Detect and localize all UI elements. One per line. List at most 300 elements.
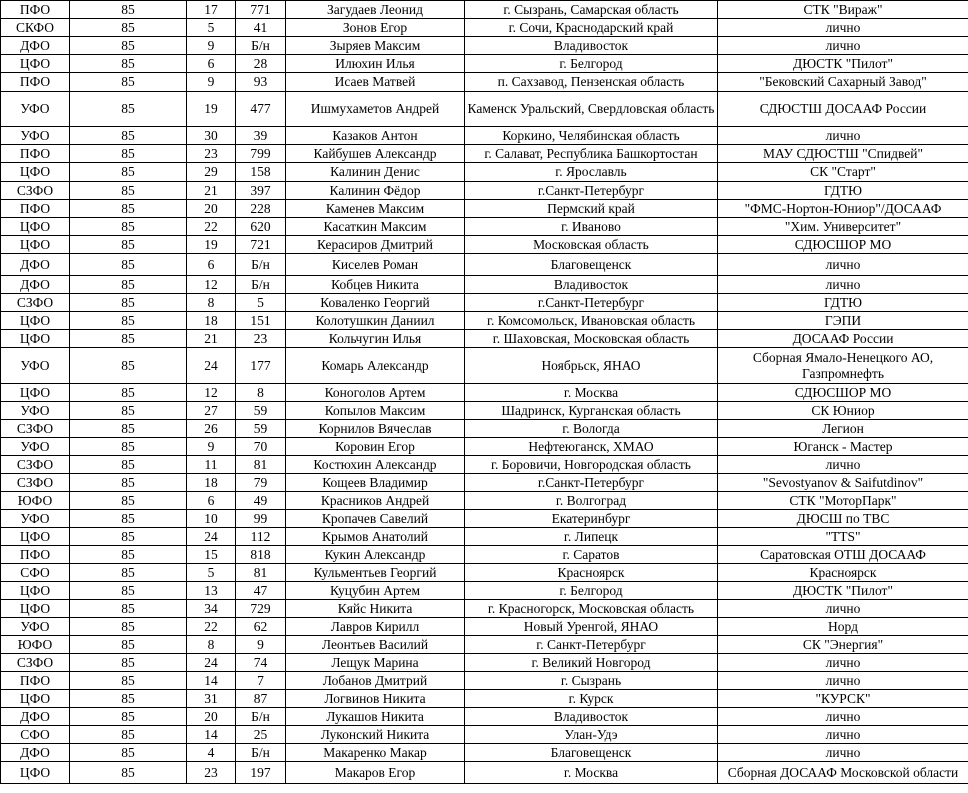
district-cell: УФО (1, 127, 70, 145)
team-cell: лично (718, 37, 968, 55)
team-cell: "TTS" (718, 528, 968, 546)
district-cell: ДФО (1, 276, 70, 294)
class-cell: 85 (70, 145, 187, 163)
number-cell: 28 (236, 55, 286, 73)
team-cell: лично (718, 672, 968, 690)
class-cell: 85 (70, 744, 187, 762)
class-cell: 85 (70, 726, 187, 744)
name-cell: Кульментьев Георгий (286, 564, 465, 582)
city-cell: г. Великий Новгород (465, 654, 718, 672)
table-row (1, 438, 968, 456)
city-cell: Благовещенск (465, 254, 718, 276)
team-cell: ДЮСТК "Пилот" (718, 55, 968, 73)
class-cell: 85 (70, 218, 187, 236)
district-cell: ПФО (1, 1, 70, 19)
team-cell: СДЮСТШ ДОСААФ России (718, 92, 968, 127)
table-row (1, 145, 968, 163)
age-cell: 21 (187, 330, 236, 348)
district-cell: УФО (1, 348, 70, 384)
table-row (1, 510, 968, 528)
district-cell: СЗФО (1, 420, 70, 438)
name-cell: Кощеев Владимир (286, 474, 465, 492)
age-cell: 5 (187, 19, 236, 37)
table-body (1, 1, 968, 784)
team-cell: Легион (718, 420, 968, 438)
class-cell: 85 (70, 600, 187, 618)
age-cell: 6 (187, 492, 236, 510)
team-cell: СТК "МоторПарк" (718, 492, 968, 510)
city-cell: Владивосток (465, 276, 718, 294)
table-row (1, 92, 968, 127)
number-cell: Б/н (236, 708, 286, 726)
number-cell: 25 (236, 726, 286, 744)
city-cell: Новый Уренгой, ЯНАО (465, 618, 718, 636)
class-cell: 85 (70, 312, 187, 330)
city-cell: г. Москва (465, 384, 718, 402)
city-cell: Улан-Удэ (465, 726, 718, 744)
table-row (1, 636, 968, 654)
name-cell: Логвинов Никита (286, 690, 465, 708)
city-cell: г. Москва (465, 762, 718, 784)
number-cell: 721 (236, 236, 286, 254)
city-cell: Екатеринбург (465, 510, 718, 528)
city-cell: Пермский край (465, 200, 718, 218)
table-row (1, 312, 968, 330)
number-cell: 771 (236, 1, 286, 19)
name-cell: Киселев Роман (286, 254, 465, 276)
district-cell: СЗФО (1, 474, 70, 492)
number-cell: 62 (236, 618, 286, 636)
age-cell: 5 (187, 564, 236, 582)
class-cell: 85 (70, 672, 187, 690)
class-cell: 85 (70, 492, 187, 510)
city-cell: г. Салават, Республика Башкортостан (465, 145, 718, 163)
table-row (1, 762, 968, 784)
district-cell: ЦФО (1, 330, 70, 348)
age-cell: 29 (187, 163, 236, 182)
number-cell: 818 (236, 546, 286, 564)
team-cell: лично (718, 127, 968, 145)
name-cell: Коваленко Георгий (286, 294, 465, 312)
district-cell: ЦФО (1, 762, 70, 784)
class-cell: 85 (70, 582, 187, 600)
class-cell: 85 (70, 294, 187, 312)
city-cell: г. Красногорск, Московская область (465, 600, 718, 618)
age-cell: 4 (187, 744, 236, 762)
class-cell: 85 (70, 474, 187, 492)
class-cell: 85 (70, 254, 187, 276)
team-cell: лично (718, 254, 968, 276)
name-cell: Зыряев Максим (286, 37, 465, 55)
table-row (1, 564, 968, 582)
age-cell: 24 (187, 654, 236, 672)
table-row (1, 330, 968, 348)
age-cell: 15 (187, 546, 236, 564)
team-cell: "Хим. Университет" (718, 218, 968, 236)
class-cell: 85 (70, 73, 187, 92)
name-cell: Лавров Кирилл (286, 618, 465, 636)
team-cell: "Sevostyanov & Saifutdinov" (718, 474, 968, 492)
team-cell: Норд (718, 618, 968, 636)
class-cell: 85 (70, 37, 187, 55)
age-cell: 23 (187, 762, 236, 784)
table-row (1, 55, 968, 73)
district-cell: ЦФО (1, 582, 70, 600)
age-cell: 6 (187, 254, 236, 276)
class-cell: 85 (70, 92, 187, 127)
city-cell: г.Санкт-Петербург (465, 474, 718, 492)
number-cell: 70 (236, 438, 286, 456)
class-cell: 85 (70, 762, 187, 784)
district-cell: ЮФО (1, 636, 70, 654)
number-cell: 41 (236, 19, 286, 37)
city-cell: г. Курск (465, 690, 718, 708)
district-cell: ЦФО (1, 312, 70, 330)
number-cell: Б/н (236, 744, 286, 762)
name-cell: Илюхин Илья (286, 55, 465, 73)
number-cell: 620 (236, 218, 286, 236)
age-cell: 30 (187, 127, 236, 145)
city-cell: Красноярск (465, 564, 718, 582)
table-row (1, 582, 968, 600)
name-cell: Зонов Егор (286, 19, 465, 37)
number-cell: 81 (236, 564, 286, 582)
city-cell: г. Белгород (465, 582, 718, 600)
age-cell: 20 (187, 708, 236, 726)
name-cell: Лобанов Дмитрий (286, 672, 465, 690)
name-cell: Ишмухаметов Андрей (286, 92, 465, 127)
age-cell: 13 (187, 582, 236, 600)
district-cell: ЦФО (1, 528, 70, 546)
age-cell: 27 (187, 402, 236, 420)
class-cell: 85 (70, 1, 187, 19)
district-cell: СЗФО (1, 456, 70, 474)
class-cell: 85 (70, 163, 187, 182)
district-cell: ЦФО (1, 600, 70, 618)
city-cell: г. Ярославль (465, 163, 718, 182)
district-cell: ЦФО (1, 218, 70, 236)
district-cell: ПФО (1, 73, 70, 92)
team-cell: СК "Старт" (718, 163, 968, 182)
city-cell: г. Липецк (465, 528, 718, 546)
table-row (1, 672, 968, 690)
city-cell: Владивосток (465, 37, 718, 55)
number-cell: 158 (236, 163, 286, 182)
class-cell: 85 (70, 690, 187, 708)
district-cell: УФО (1, 402, 70, 420)
district-cell: СКФО (1, 19, 70, 37)
name-cell: Исаев Матвей (286, 73, 465, 92)
table-row (1, 402, 968, 420)
district-cell: СФО (1, 726, 70, 744)
class-cell: 85 (70, 236, 187, 254)
city-cell: Коркино, Челябинская область (465, 127, 718, 145)
table-row (1, 708, 968, 726)
district-cell: СЗФО (1, 182, 70, 200)
number-cell: 87 (236, 690, 286, 708)
district-cell: ДФО (1, 744, 70, 762)
age-cell: 14 (187, 672, 236, 690)
age-cell: 22 (187, 618, 236, 636)
district-cell: ЦФО (1, 690, 70, 708)
class-cell: 85 (70, 330, 187, 348)
number-cell: 151 (236, 312, 286, 330)
team-cell: ДЮСШ по ТВС (718, 510, 968, 528)
team-cell: лично (718, 654, 968, 672)
table-row (1, 19, 968, 37)
district-cell: ЮФО (1, 492, 70, 510)
team-cell: ГДТЮ (718, 294, 968, 312)
age-cell: 23 (187, 145, 236, 163)
number-cell: Б/н (236, 254, 286, 276)
number-cell: 99 (236, 510, 286, 528)
number-cell: 59 (236, 420, 286, 438)
district-cell: УФО (1, 510, 70, 528)
team-cell: ДЮСТК "Пилот" (718, 582, 968, 600)
class-cell: 85 (70, 546, 187, 564)
district-cell: ДФО (1, 708, 70, 726)
number-cell: 397 (236, 182, 286, 200)
district-cell: ЦФО (1, 55, 70, 73)
age-cell: 8 (187, 636, 236, 654)
team-cell: Юганск - Мастер (718, 438, 968, 456)
table-row (1, 744, 968, 762)
age-cell: 24 (187, 348, 236, 384)
number-cell: 8 (236, 384, 286, 402)
name-cell: Колотушкин Даниил (286, 312, 465, 330)
city-cell: г.Санкт-Петербург (465, 182, 718, 200)
class-cell: 85 (70, 528, 187, 546)
district-cell: ПФО (1, 546, 70, 564)
number-cell: 39 (236, 127, 286, 145)
city-cell: Шадринск, Курганская область (465, 402, 718, 420)
name-cell: Макаров Егор (286, 762, 465, 784)
name-cell: Калинин Денис (286, 163, 465, 182)
table-row (1, 218, 968, 236)
team-cell: СК Юниор (718, 402, 968, 420)
number-cell: 729 (236, 600, 286, 618)
table-row (1, 690, 968, 708)
city-cell: г. Вологда (465, 420, 718, 438)
name-cell: Кольчугин Илья (286, 330, 465, 348)
name-cell: Кайбушев Александр (286, 145, 465, 163)
class-cell: 85 (70, 182, 187, 200)
class-cell: 85 (70, 127, 187, 145)
team-cell: Красноярск (718, 564, 968, 582)
name-cell: Лукашов Никита (286, 708, 465, 726)
name-cell: Костюхин Александр (286, 456, 465, 474)
number-cell: 177 (236, 348, 286, 384)
age-cell: 6 (187, 55, 236, 73)
table-row (1, 294, 968, 312)
name-cell: Кяйс Никита (286, 600, 465, 618)
district-cell: УФО (1, 618, 70, 636)
class-cell: 85 (70, 564, 187, 582)
team-cell: СТК "Вираж" (718, 1, 968, 19)
number-cell: 49 (236, 492, 286, 510)
city-cell: г. Сызрань, Самарская область (465, 1, 718, 19)
class-cell: 85 (70, 55, 187, 73)
number-cell: Б/н (236, 37, 286, 55)
number-cell: 5 (236, 294, 286, 312)
district-cell: ЦФО (1, 384, 70, 402)
district-cell: ПФО (1, 145, 70, 163)
age-cell: 20 (187, 200, 236, 218)
city-cell: г. Сызрань (465, 672, 718, 690)
team-cell: Сборная Ямало-Ненецкого АО, Газпромнефть (718, 348, 968, 384)
age-cell: 19 (187, 92, 236, 127)
class-cell: 85 (70, 402, 187, 420)
age-cell: 18 (187, 474, 236, 492)
city-cell: Благовещенск (465, 744, 718, 762)
table-row (1, 384, 968, 402)
name-cell: Комарь Александр (286, 348, 465, 384)
table-row (1, 1, 968, 19)
table-row (1, 474, 968, 492)
number-cell: 74 (236, 654, 286, 672)
team-cell: "ФМС-Нортон-Юниор"/ДОСААФ (718, 200, 968, 218)
number-cell: 59 (236, 402, 286, 420)
name-cell: Куцубин Артем (286, 582, 465, 600)
team-cell: МАУ СДЮСТШ "Спидвей" (718, 145, 968, 163)
table-row (1, 546, 968, 564)
class-cell: 85 (70, 200, 187, 218)
class-cell: 85 (70, 384, 187, 402)
name-cell: Казаков Антон (286, 127, 465, 145)
table-row (1, 528, 968, 546)
city-cell: г. Сочи, Краснодарский край (465, 19, 718, 37)
name-cell: Кобцев Никита (286, 276, 465, 294)
class-cell: 85 (70, 618, 187, 636)
age-cell: 14 (187, 726, 236, 744)
age-cell: 24 (187, 528, 236, 546)
team-cell: "КУРСК" (718, 690, 968, 708)
district-cell: ЦФО (1, 163, 70, 182)
age-cell: 22 (187, 218, 236, 236)
table-row (1, 182, 968, 200)
name-cell: Леонтьев Василий (286, 636, 465, 654)
age-cell: 18 (187, 312, 236, 330)
team-cell: ДОСААФ России (718, 330, 968, 348)
age-cell: 12 (187, 384, 236, 402)
team-cell: лично (718, 276, 968, 294)
name-cell: Коноголов Артем (286, 384, 465, 402)
number-cell: 197 (236, 762, 286, 784)
age-cell: 12 (187, 276, 236, 294)
age-cell: 21 (187, 182, 236, 200)
number-cell: 81 (236, 456, 286, 474)
table-row (1, 420, 968, 438)
class-cell: 85 (70, 420, 187, 438)
name-cell: Калинин Фёдор (286, 182, 465, 200)
table-row (1, 276, 968, 294)
team-cell: лично (718, 744, 968, 762)
district-cell: УФО (1, 438, 70, 456)
class-cell: 85 (70, 19, 187, 37)
table-row (1, 127, 968, 145)
table-row (1, 456, 968, 474)
district-cell: ДФО (1, 37, 70, 55)
team-cell: ГЭПИ (718, 312, 968, 330)
team-cell: Саратовская ОТШ ДОСААФ (718, 546, 968, 564)
class-cell: 85 (70, 276, 187, 294)
city-cell: г. Саратов (465, 546, 718, 564)
table-row (1, 37, 968, 55)
city-cell: п. Сахзавод, Пензенская область (465, 73, 718, 92)
number-cell: 112 (236, 528, 286, 546)
number-cell: 799 (236, 145, 286, 163)
class-cell: 85 (70, 654, 187, 672)
team-cell: лично (718, 19, 968, 37)
city-cell: Московская область (465, 236, 718, 254)
number-cell: 79 (236, 474, 286, 492)
table-row (1, 163, 968, 182)
class-cell: 85 (70, 708, 187, 726)
city-cell: г. Шаховская, Московская область (465, 330, 718, 348)
name-cell: Каменев Максим (286, 200, 465, 218)
district-cell: ПФО (1, 200, 70, 218)
name-cell: Крымов Анатолий (286, 528, 465, 546)
city-cell: г. Белгород (465, 55, 718, 73)
city-cell: г. Боровичи, Новгородская область (465, 456, 718, 474)
number-cell: 47 (236, 582, 286, 600)
district-cell: ЦФО (1, 236, 70, 254)
team-cell: СК "Энергия" (718, 636, 968, 654)
table-row (1, 236, 968, 254)
class-cell: 85 (70, 348, 187, 384)
age-cell: 31 (187, 690, 236, 708)
table-row (1, 726, 968, 744)
district-cell: УФО (1, 92, 70, 127)
table-row (1, 492, 968, 510)
city-cell: г. Санкт-Петербург (465, 636, 718, 654)
table-row (1, 200, 968, 218)
number-cell: 7 (236, 672, 286, 690)
team-cell: лично (718, 708, 968, 726)
district-cell: СЗФО (1, 294, 70, 312)
class-cell: 85 (70, 438, 187, 456)
city-cell: г. Комсомольск, Ивановская область (465, 312, 718, 330)
table-row (1, 73, 968, 92)
age-cell: 34 (187, 600, 236, 618)
number-cell: 23 (236, 330, 286, 348)
name-cell: Корнилов Вячеслав (286, 420, 465, 438)
class-cell: 85 (70, 510, 187, 528)
age-cell: 9 (187, 73, 236, 92)
age-cell: 26 (187, 420, 236, 438)
class-cell: 85 (70, 456, 187, 474)
name-cell: Красников Андрей (286, 492, 465, 510)
name-cell: Кукин Александр (286, 546, 465, 564)
class-cell: 85 (70, 636, 187, 654)
age-cell: 9 (187, 438, 236, 456)
name-cell: Кропачев Савелий (286, 510, 465, 528)
number-cell: 477 (236, 92, 286, 127)
age-cell: 17 (187, 1, 236, 19)
city-cell: Ноябрьск, ЯНАО (465, 348, 718, 384)
name-cell: Касаткин Максим (286, 218, 465, 236)
number-cell: Б/н (236, 276, 286, 294)
district-cell: ДФО (1, 254, 70, 276)
number-cell: 93 (236, 73, 286, 92)
table-row (1, 348, 968, 384)
table-row (1, 654, 968, 672)
city-cell: Каменск Уральский, Свердловская область (465, 92, 718, 127)
team-cell: лично (718, 600, 968, 618)
name-cell: Луконский Никита (286, 726, 465, 744)
district-cell: СФО (1, 564, 70, 582)
team-cell: "Бековский Сахарный Завод" (718, 73, 968, 92)
